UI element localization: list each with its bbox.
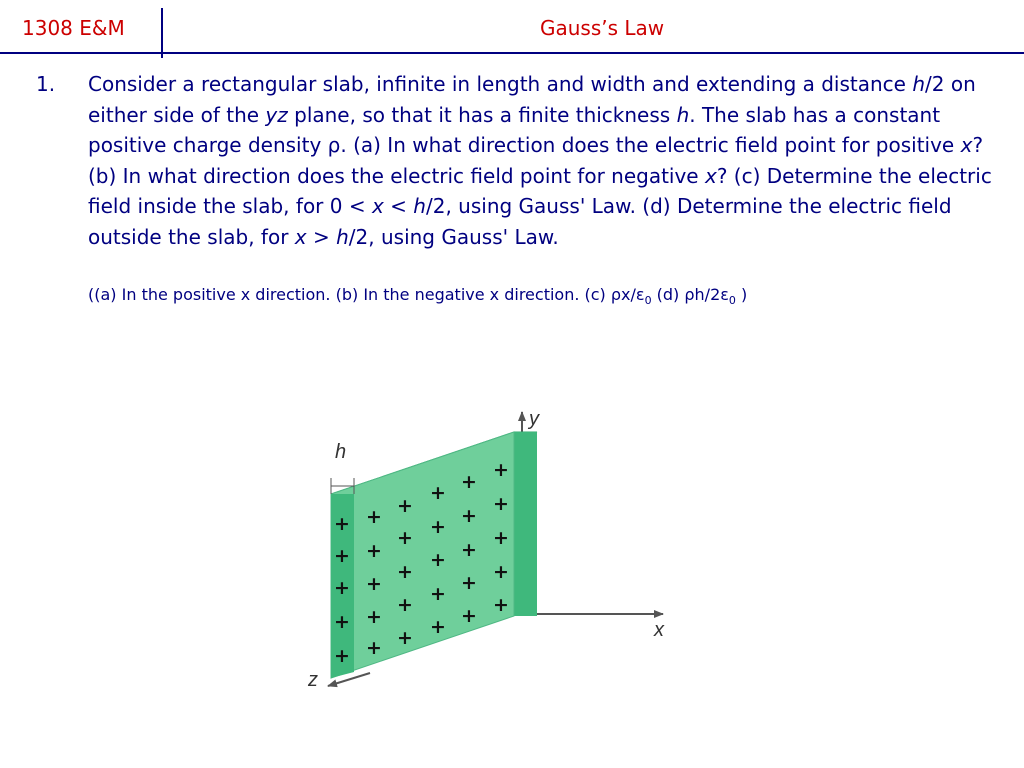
plus-sign: + xyxy=(430,516,446,538)
plus-sign: + xyxy=(334,611,350,633)
plus-sign: + xyxy=(334,513,350,535)
slab-figure xyxy=(300,398,680,698)
header-divider-horizontal xyxy=(0,52,1024,54)
plus-sign: + xyxy=(334,645,350,667)
slab-diagram xyxy=(300,398,680,698)
plus-sign: + xyxy=(461,572,477,594)
thickness-label: h xyxy=(335,441,347,463)
plus-sign: + xyxy=(461,605,477,627)
problem-number: 1. xyxy=(36,72,56,96)
plus-sign: + xyxy=(430,482,446,504)
y-axis-label: y xyxy=(529,408,539,430)
plus-sign: + xyxy=(461,471,477,493)
slab-front-face xyxy=(331,432,514,678)
plus-sign: + xyxy=(366,637,382,659)
x-axis-label: x xyxy=(654,619,664,641)
plus-sign: + xyxy=(493,527,509,549)
plus-sign: + xyxy=(493,493,509,515)
plus-sign: + xyxy=(430,549,446,571)
plus-sign: + xyxy=(493,594,509,616)
slab-right-face xyxy=(514,432,537,616)
plus-sign: + xyxy=(397,495,413,517)
plus-sign: + xyxy=(366,606,382,628)
plus-sign: + xyxy=(430,583,446,605)
plus-sign: + xyxy=(366,506,382,528)
plus-sign: + xyxy=(397,561,413,583)
plus-sign: + xyxy=(493,459,509,481)
plus-sign: + xyxy=(461,539,477,561)
problem-statement: Consider a rectangular slab, infinite in length and width and extending a distance h/2 on either side of the yz plane, so that it has a finite thickness h. The slab has a constant positive charge density ρ. (a) In what direction does the electric field point for positive x? (b) In what direction does the electric field point for negative x? (c) Determine the electric field inside the slab, for 0 < x < h/2, using Gauss' Law. (d) Determine the electric field outside the slab, for x > h/2, using Gauss' Law. xyxy=(88,72,992,249)
header-divider-vertical xyxy=(161,8,163,58)
answer-key: ((a) In the positive x direction. (b) In the negative x direction. (c) $\rho x/\varepsilon_0$ (d) $\rho h/2\varepsilon_0$ ) xyxy=(88,285,748,308)
plus-sign: + xyxy=(397,594,413,616)
slide-title: Gauss’s Law xyxy=(540,16,665,40)
plus-sign: + xyxy=(334,577,350,599)
plus-sign: + xyxy=(493,561,509,583)
plus-sign: + xyxy=(397,527,413,549)
plus-sign: + xyxy=(430,616,446,638)
z-axis-label: z xyxy=(308,669,318,691)
plus-sign: + xyxy=(397,627,413,649)
course-label: 1308 E&M xyxy=(22,16,125,40)
plus-sign: + xyxy=(461,505,477,527)
plus-sign: + xyxy=(334,545,350,567)
plus-sign: + xyxy=(366,573,382,595)
plus-sign: + xyxy=(366,540,382,562)
